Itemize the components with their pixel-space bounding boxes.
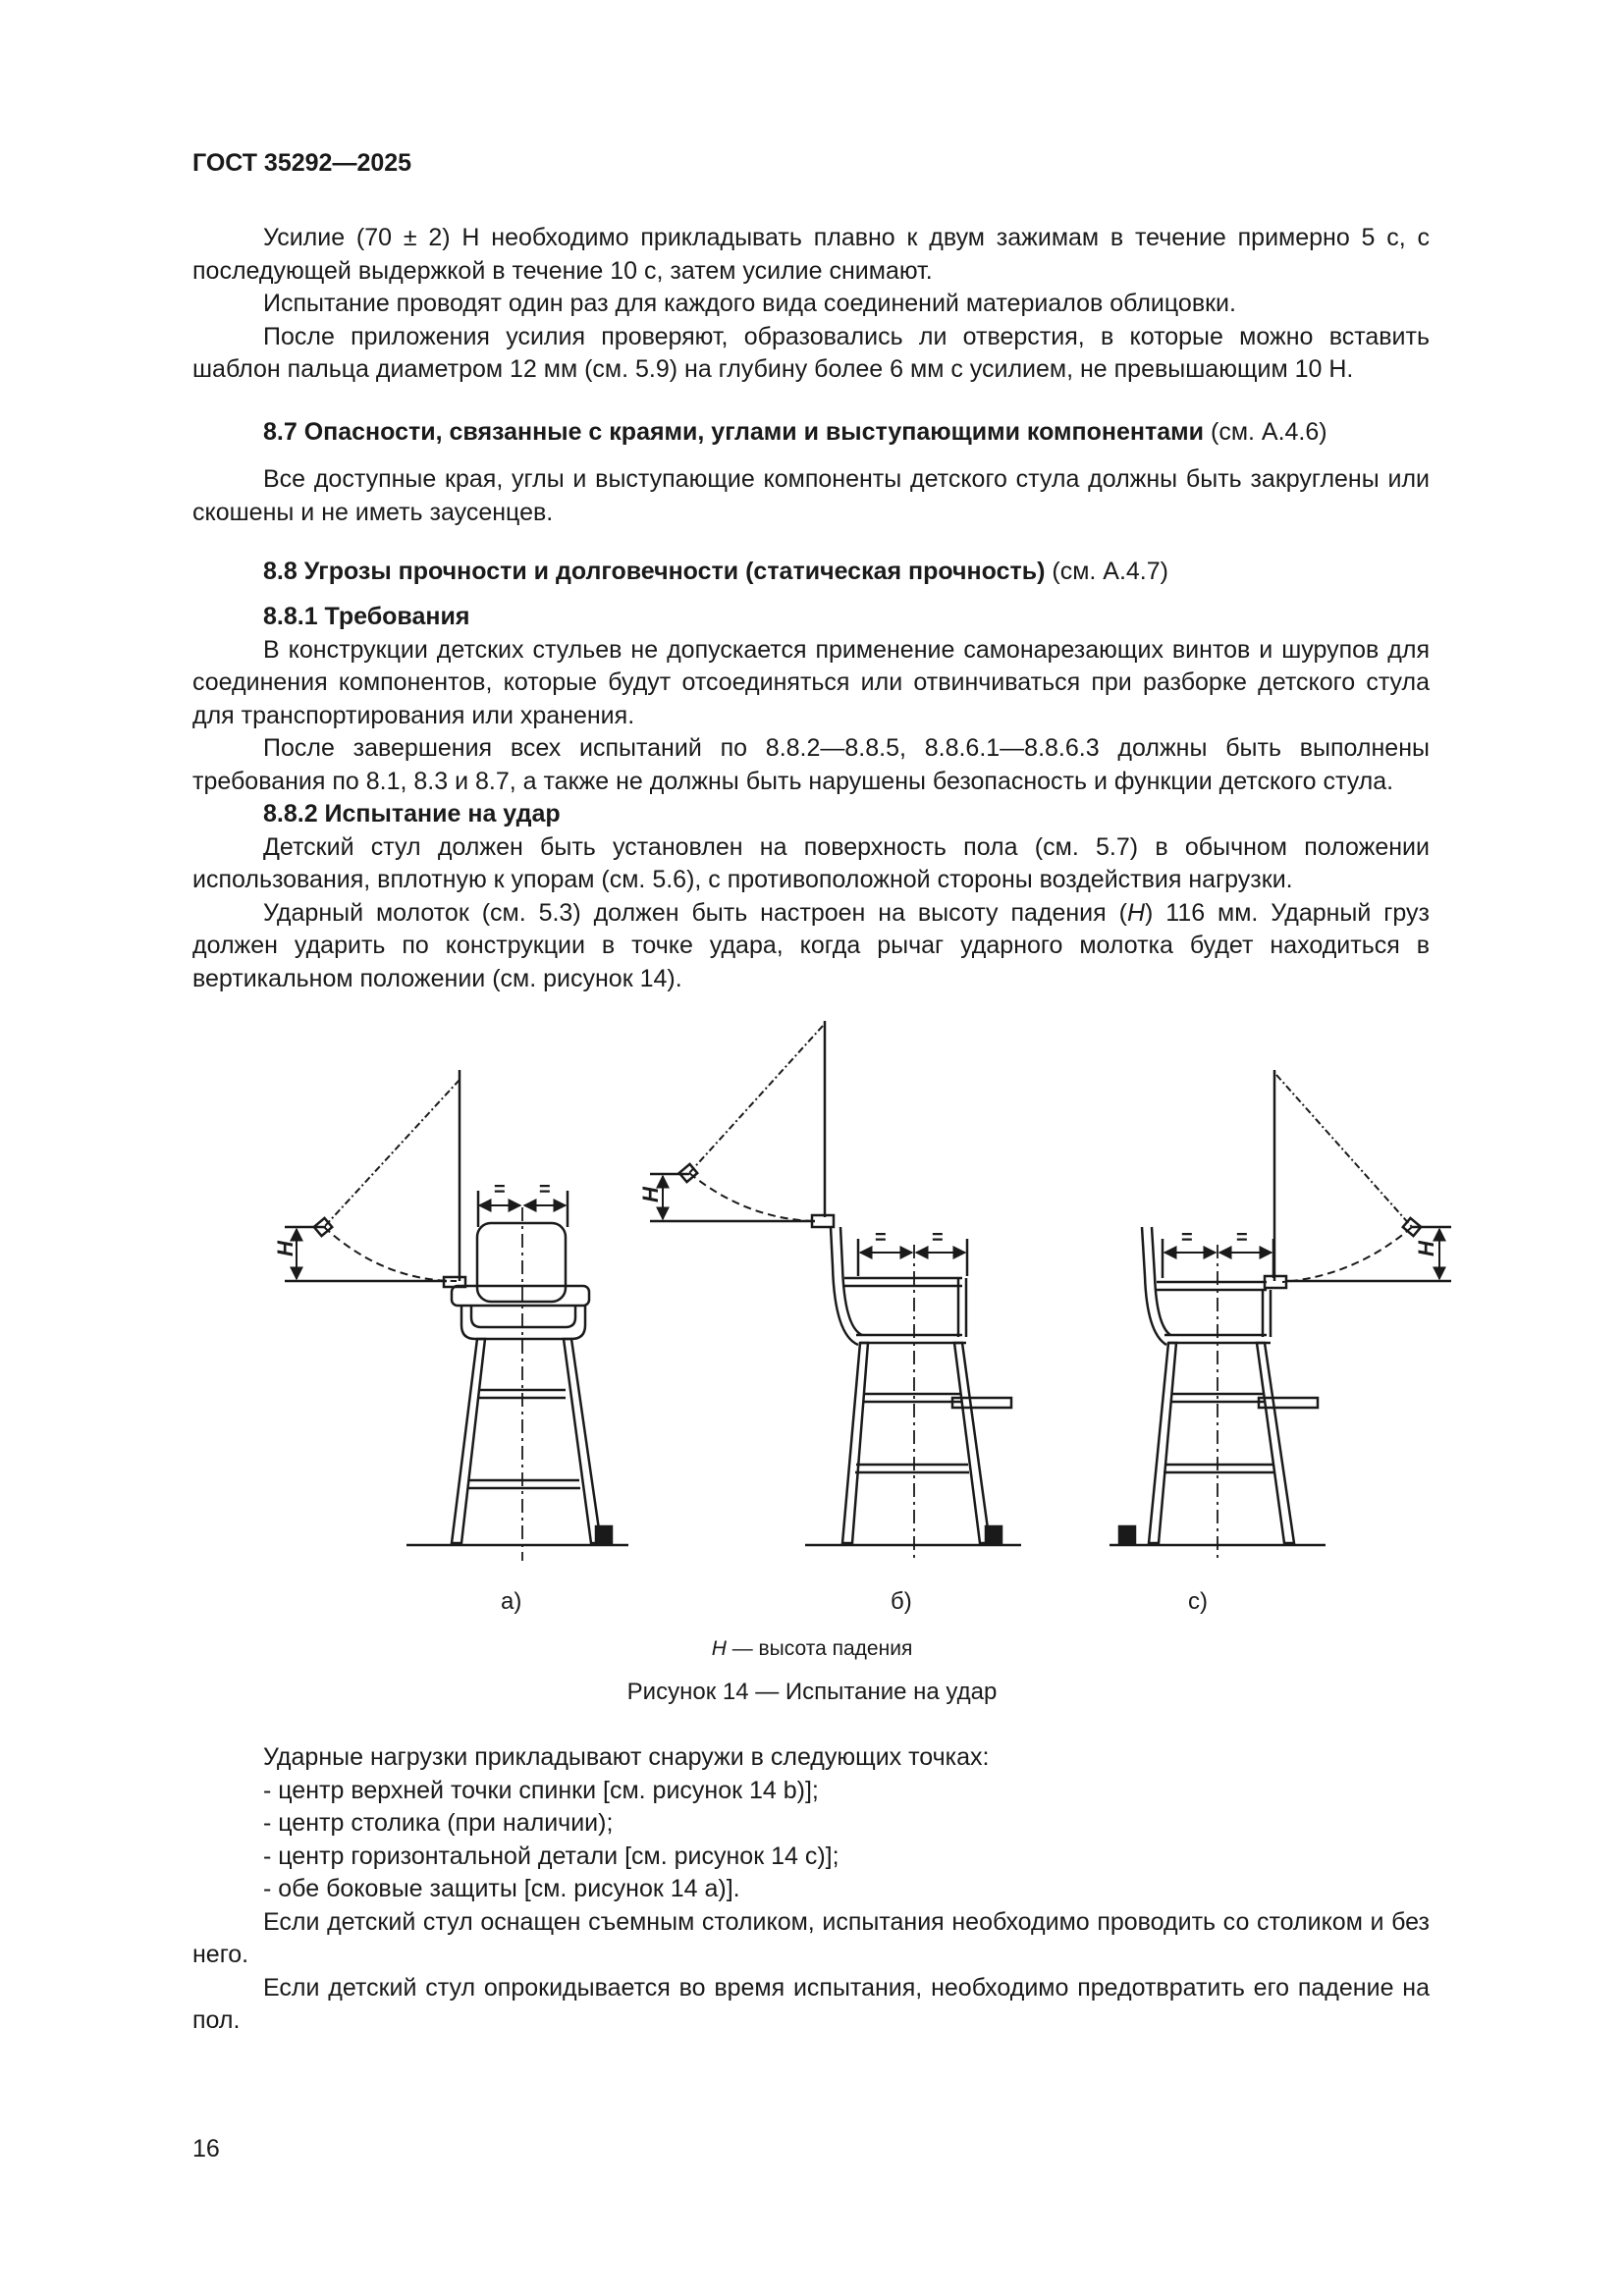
- chair-a-drawing: [285, 1070, 628, 1561]
- heading-text: 8.8 Угрозы прочности и долговечности (статическая прочность): [263, 558, 1046, 585]
- text-block-1: [192, 222, 1430, 387]
- heading-ref: (см. А.4.6): [1204, 418, 1327, 446]
- impact-test-figure: [0, 1001, 1624, 1610]
- section-8-7: [192, 416, 1430, 450]
- section-8-7-body: [192, 463, 1430, 529]
- heading-text: 8.7 Опасности, связанные с краями, углами и выступающими компонентами: [263, 418, 1205, 446]
- legend-text: — высота падения: [726, 1637, 913, 1660]
- h-label-c: H: [1414, 1241, 1438, 1256]
- paragraph: Ударные нагрузки прикладывают снаружи в следующих точках:: [263, 1743, 990, 1771]
- eq-mark: =: [1181, 1227, 1193, 1249]
- list-item: - центр верхней точки спинки [см. рисунок 14 b)];: [263, 1776, 819, 1804]
- paragraph: В конструкции детских стульев не допускается применение самонарезающих винтов и шурупов для соединения компонентов, которые будут отсоединяться или отвинчиваться при разборке детского стула для транспортирования или хранения.: [192, 635, 1430, 729]
- eq-mark: =: [875, 1227, 887, 1249]
- paragraph: Если детский стул оснащен съемным столиком, испытания необходимо проводить со столиком и без него.: [192, 1907, 1430, 1968]
- legend-symbol: H: [711, 1637, 727, 1660]
- paragraph: Испытание проводят один раз для каждого вида соединений материалов облицовки.: [263, 290, 1236, 317]
- list-item: - центр горизонтальной детали [см. рисунок 14 c)];: [263, 1842, 839, 1870]
- section-heading: [192, 416, 1430, 450]
- eq-mark: =: [494, 1179, 506, 1201]
- section-8-8-body: [192, 601, 1430, 995]
- list-item: - обе боковые защиты [см. рисунок 14 a)].: [263, 1875, 740, 1902]
- chair-c-drawing: [1110, 1070, 1451, 1561]
- figure-caption: Рисунок 14 — Испытание на удар: [626, 1679, 998, 1705]
- subsection-heading: 8.8.2 Испытание на удар: [263, 800, 561, 828]
- paragraph: Детский стул должен быть установлен на поверхность пола (см. 5.7) в обычном положении использования, вплотную к упорам (см. 5.6), с противоположной стороны воздействия нагрузки.: [192, 832, 1430, 893]
- chair-b-drawing: [650, 1021, 1021, 1561]
- paragraph: После завершения всех испытаний по 8.8.2—8.8.5, 8.8.6.1—8.8.6.3 должны быть выполнены требования по 8.1, 8.3 и 8.7, а также не должны быть нарушены безопасность и функции детского стула.: [192, 734, 1430, 795]
- subsection-heading: 8.8.1 Требования: [263, 603, 470, 630]
- page-number: 16: [192, 2135, 220, 2163]
- heading-ref: (см. А.4.7): [1045, 558, 1168, 585]
- symbol-h: H: [1126, 898, 1146, 927]
- paragraph: [192, 897, 1430, 996]
- list-item: - центр столика (при наличии);: [263, 1809, 614, 1837]
- text-run: ) 116 мм. Ударный груз должен ударить по конструкции в точке удара, когда рычаг ударного молотка будет находиться в вертикальном положении (см. рисунок 14).: [192, 898, 1430, 992]
- eq-mark: =: [932, 1227, 944, 1249]
- text-run: Ударный молоток (см. 5.3) должен быть настроен на высоту падения (: [263, 898, 1127, 927]
- section-8-8: [192, 556, 1430, 589]
- paragraph: После приложения усилия проверяют, образовались ли отверстия, в которые можно вставить шаблон пальца диаметром 12 мм (см. 5.9) на глубину более 6 мм с усилием, не превышающим 10 Н.: [192, 322, 1430, 383]
- figure-label-c: с): [1188, 1588, 1208, 1615]
- document-header: ГОСТ 35292—2025: [192, 149, 412, 177]
- h-label-a: H: [273, 1241, 298, 1256]
- text-block-2: [192, 1741, 1430, 2038]
- eq-mark: =: [1236, 1227, 1248, 1249]
- paragraph: Если детский стул опрокидывается во время испытания, необходимо предотвратить его падение на пол.: [192, 1973, 1430, 2034]
- h-label-b: H: [638, 1187, 663, 1202]
- paragraph: Все доступные края, углы и выступающие компоненты детского стула должны быть закруглены или скошены и не иметь заусенцев.: [192, 465, 1430, 526]
- section-heading: [192, 556, 1430, 589]
- figure-label-a: а): [501, 1588, 522, 1615]
- eq-mark: =: [539, 1179, 551, 1201]
- paragraph: Усилие (70 ± 2) Н необходимо прикладывать плавно к двум зажимам в течение примерно 5 с, с последующей выдержкой в течение 10 с, затем усилие снимают.: [192, 224, 1430, 285]
- figure-label-b: б): [891, 1588, 912, 1615]
- figure-legend: [0, 1637, 1624, 1661]
